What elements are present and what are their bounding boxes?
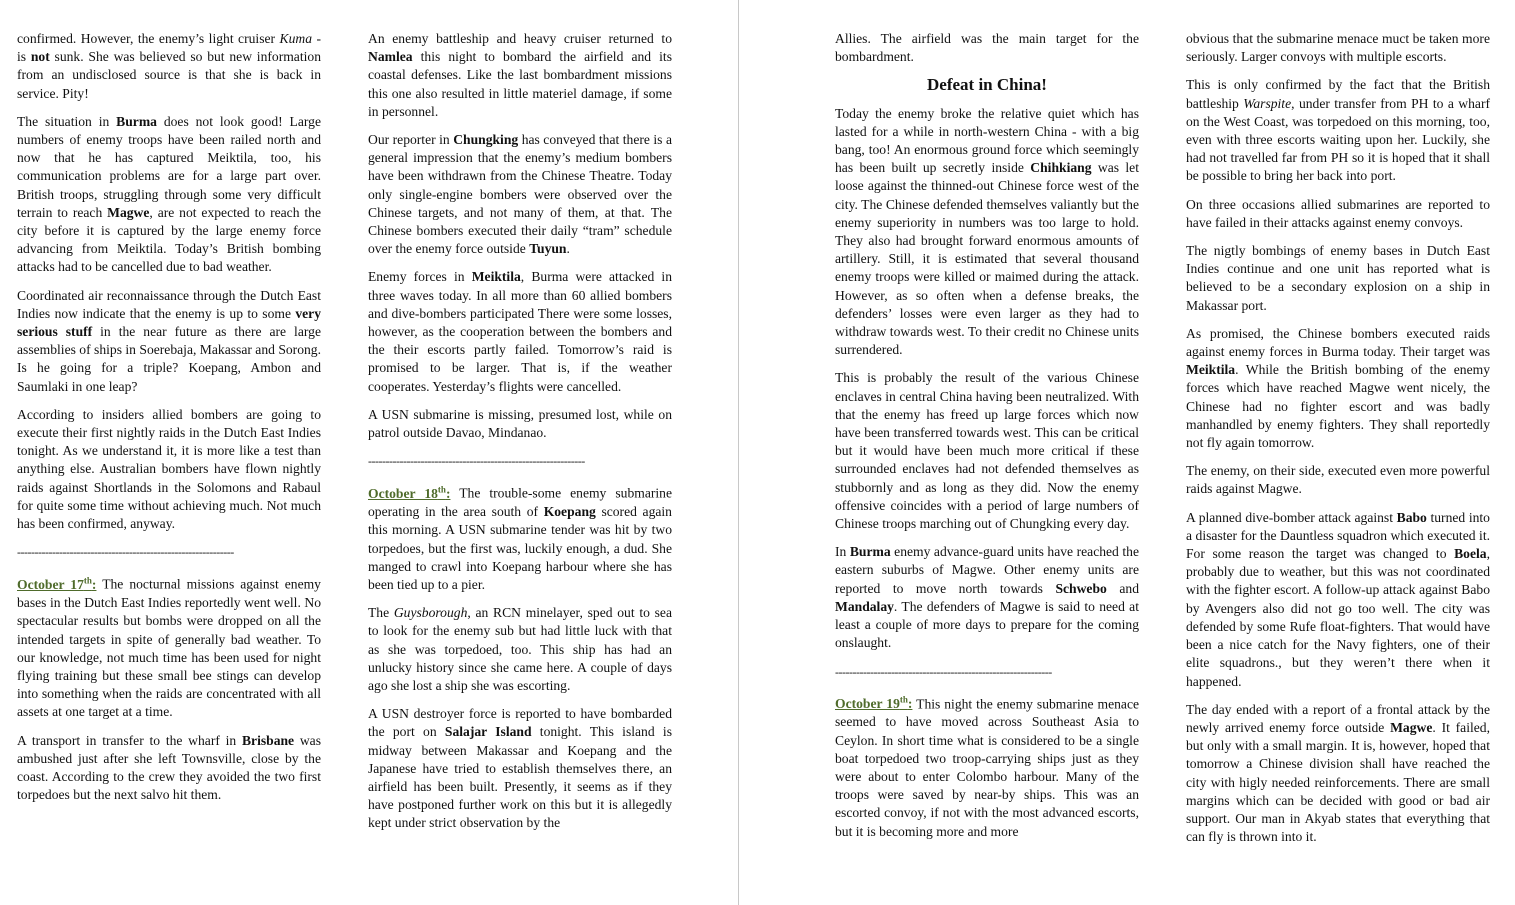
bold-text: Burma bbox=[116, 113, 157, 129]
bold-text: Chungking bbox=[453, 132, 519, 148]
text-run: enemy advance-guard units have reached the eastern suburbs of Magwe. Other enemy units are reported to move north towards bbox=[835, 544, 1139, 596]
col3-paragraphs-mid bbox=[835, 105, 1139, 653]
article-paragraph bbox=[368, 604, 672, 695]
article-paragraph bbox=[368, 406, 672, 442]
bold-text: Koepang bbox=[543, 504, 596, 520]
col2-paragraphs-after bbox=[368, 604, 672, 832]
bold-text: Burma bbox=[849, 544, 891, 560]
col1-paragraphs-after bbox=[17, 732, 321, 805]
text-run: was let loose against the thinned-out Chinese force west of the city. The Chinese defended themselves valiantly but the enemy superiority in numbers was too large to hold. They also had brought forward enormous amounts of artillery. Still, it is estimated that several thousand enemy troops were killed or maimed during the attack. However, as so often when a defense breaks, the defenders’ losses were even larger as they had to withdraw towards west. To their credit no Chinese units surrendered. bbox=[835, 160, 1139, 358]
text-run: As promised, the Chinese bombers executed raids against enemy forces in Burma today. Their target was bbox=[1186, 325, 1490, 360]
bold-text: Babo bbox=[1396, 509, 1427, 525]
text-run: This night the enemy submarine menace seemed to have moved across Southeast Asia to Ceylon. In short time what is considered to be a single boat torpedoed two troop-carrying ships just as they were about to enter Colombo harbour. Many of the troops were saved by near-by ships. This was an escorted convoy, if not with the most advanced escorts, but it is becoming more and more bbox=[835, 696, 1140, 839]
column-3 bbox=[835, 30, 1139, 851]
column-4 bbox=[1186, 30, 1490, 856]
section-separator: -------------------------------------------------------------- bbox=[835, 664, 1052, 679]
text-run: - is bbox=[17, 31, 321, 65]
text-run: . The defenders of Magwe is said to need at least a couple of more days to prepare for the coming onslaught. bbox=[835, 598, 1139, 651]
text-run: and bbox=[1106, 580, 1139, 596]
text-run: turned into a disaster for the Dauntless squadron which executed it. For some reason the target was changed to bbox=[1186, 509, 1490, 562]
bold-text: very serious stuff bbox=[17, 305, 321, 340]
text-run: This is probably the result of the various Chinese enclaves in central China having been neutralized. With that the enemy has freed up large forces which now have been transferred towards west. This can be critical but it would have been much more critical if these surrounded enclaves had not defended themselves as stubbornly and as long as they did. Now the enemy offensive coincides with a period of large numbers of Chinese troops marching out of Chungking every day. bbox=[835, 370, 1139, 532]
text-run: In bbox=[835, 544, 850, 560]
bold-text: Magwe bbox=[1390, 719, 1433, 735]
text-run: The enemy, on their side, executed even more powerful raids against Magwe. bbox=[1186, 463, 1490, 497]
text-run: Coordinated air reconnaissance through the Dutch East Indies now indicate that the enemy is up to some bbox=[17, 287, 321, 321]
col2-paragraphs bbox=[368, 30, 672, 442]
page-gutter bbox=[738, 0, 739, 905]
text-run: The nocturnal missions against enemy bases in the Dutch East Indies reportedly went well. No spectacular results but bombs were dropped on all the intended targets in spite of generally bad weather. To our knowledge, not much time has been used for night flying training but these small bee stings can develop into something when the raids are concentrated with all assets at one target at a time. bbox=[17, 577, 321, 720]
bold-text: Chihkiang bbox=[1030, 160, 1092, 176]
bold-text: Magwe bbox=[107, 204, 150, 220]
section-separator: -------------------------------------------------------------- bbox=[368, 454, 585, 469]
bold-text: Mandalay bbox=[835, 598, 894, 614]
article-paragraph bbox=[835, 543, 1139, 652]
article-paragraph bbox=[1186, 462, 1490, 498]
text-run: A USN destroyer force is reported to have bombarded the port on bbox=[368, 706, 672, 740]
article-paragraph bbox=[1186, 196, 1490, 232]
text-run: The bbox=[368, 605, 394, 621]
text-run: , probably due to weather, but this was not coordinated with the fighter escort. A follow-up attack against Babo by Avengers also did not go too well. The city was defended by some Rufe float-fighters. That would have been a nice catch for the Navy fighters, one of their elite squadrons., but they weren’t there when it happened. bbox=[1186, 546, 1490, 689]
text-run: A transport in transfer to the wharf in bbox=[17, 732, 242, 748]
article-paragraph bbox=[368, 131, 672, 258]
paragraph-body bbox=[835, 696, 1139, 838]
article-paragraph bbox=[1186, 242, 1490, 315]
italic-text: Kuma bbox=[279, 31, 312, 46]
bold-text: Meiktila bbox=[1186, 362, 1236, 378]
text-run: Enemy forces in bbox=[368, 269, 472, 285]
text-run: A USN submarine is missing, presumed lost, while on patrol outside Davao, Mindanao. bbox=[368, 406, 672, 441]
article-paragraph bbox=[368, 268, 672, 395]
bold-text: Schwebo bbox=[1055, 580, 1107, 596]
date-heading: October 17th: bbox=[17, 575, 97, 593]
italic-text: Guysborough bbox=[393, 605, 468, 621]
article-paragraph bbox=[1186, 30, 1490, 66]
article-paragraph bbox=[1186, 76, 1490, 185]
article-paragraph bbox=[17, 113, 321, 277]
text-run: scored again this morning. A USN submarine tender was hit by two torpedoes, but the first was, luckily enough, a dud. She manged to crawl into Koepang harbour where she has been tied up to a pier. bbox=[368, 504, 672, 593]
date-heading: October 18th: bbox=[368, 484, 451, 501]
bold-text: not bbox=[30, 49, 50, 65]
text-run: tonight. This island is midway between Makassar and Koepang and the Japanese have tried to establish themselves there, an airfield has been built. Presently, it seems as if they have postponed further work on this but it is allegedly kept under strict observation by the bbox=[368, 724, 672, 831]
text-run: in the near future as there are large assemblies of ships in Soerebaja, Makassar and Sorong. Is he going for a triple? Koepang, Ambon and Saumlaki in one leap? bbox=[17, 324, 321, 394]
dated-paragraph bbox=[835, 691, 1139, 841]
text-run: This is only confirmed by the fact that the British battleship bbox=[1186, 77, 1490, 111]
text-run: , are not expected to reach the city before it is captured by the large enemy force advancing from Meiktila. Today’s British bombing attacks had to be cancelled due to bad weather. bbox=[17, 204, 321, 275]
col4-paragraphs bbox=[1186, 30, 1490, 846]
text-run: Our reporter in bbox=[368, 132, 454, 148]
article-paragraph bbox=[1186, 701, 1490, 847]
article-paragraph bbox=[1186, 509, 1490, 691]
article-paragraph bbox=[17, 406, 321, 533]
text-run: , under transfer from PH to a wharf on the West Coast, was torpedoed on this morning, too, even with three escorts waiting upon her. Luckily, she had not travelled far from PH so it is hoped that it shall be possible to bring her back into port. bbox=[1186, 95, 1490, 184]
text-run: has conveyed that there is a general impression that the enemy’s medium bombers have been withdrawn from the Chinese Theatre. Today only single-engine bombers were observed over the Chinese targets, and not many of them, at that. The Chinese bombers executed their daily “tram” schedule over the enemy force outside bbox=[368, 132, 672, 257]
text-run: According to insiders allied bombers are going to execute their first nightly raids in the Dutch East Indies tonight. As we understand it, it is more like a test than anything else. Australian bombers have flown nightly raids against Shortlands in the Solomons and Rabaul for quite some time without achieving much. Not much has been confirmed, anyway. bbox=[17, 406, 321, 532]
article-paragraph bbox=[835, 105, 1139, 360]
bold-text: Brisbane bbox=[241, 732, 295, 748]
text-run: Allies. The airfield was the main target for the bombardment. bbox=[835, 31, 1139, 65]
column-1 bbox=[17, 30, 321, 814]
text-run: A planned dive-bomber attack against bbox=[1186, 509, 1397, 525]
section-separator: -------------------------------------------------------------- bbox=[17, 545, 234, 560]
text-run: The nigtly bombings of enemy bases in Dutch East Indies continue and one unit has reported what is believed to be a secondary explosion on a ship in Makassar port. bbox=[1186, 243, 1490, 313]
text-run: . bbox=[566, 241, 570, 257]
text-run: Today the enemy broke the relative quiet which has lasted for a while in north-western China - with a big bang, too! An enormous ground force which seemingly has been built up secretly inside bbox=[835, 105, 1139, 176]
text-run: The trouble-some enemy submarine operating in the area south of bbox=[368, 486, 672, 520]
dated-paragraph bbox=[17, 571, 321, 721]
text-run: . It failed, but only with a small margin. It is, however, hoped that tomorrow a Chinese division shall have reached the city with higly needed reinforcements. There are small margins which can be decided with good or bad air support. Our man in Akyab states that everything that can fly is thrown into it. bbox=[1186, 719, 1491, 845]
col1-paragraphs bbox=[17, 30, 321, 533]
text-run: was ambushed just after she left Townsville, close by the coast. According to the crew they avoided the two first torpedoes but the next salvo hit them. bbox=[17, 732, 321, 803]
article-paragraph bbox=[835, 369, 1139, 533]
column-2 bbox=[368, 30, 672, 843]
article-paragraph bbox=[835, 30, 1139, 66]
section-heading: Defeat in China! bbox=[927, 75, 1047, 95]
text-run: does not look good! Large numbers of enemy troops have been railed north and now that he has captured Meiktila, too, his communication problems are for a large part over. British troops, struggling through some very difficult terrain to reach bbox=[17, 113, 321, 220]
bold-text: Boela bbox=[1454, 546, 1487, 562]
bold-text: Meiktila bbox=[471, 269, 521, 285]
article-paragraph bbox=[17, 732, 321, 805]
text-run: On three occasions allied submarines are reported to have failed in their attacks against enemy convoys. bbox=[1186, 196, 1490, 230]
text-run: , an RCN minelayer, sped out to sea to look for the enemy sub but had little luck with that as she was torpedoed, too. This ship has had an unlucky history since she came here. A couple of days ago she lost a ship she was escorting. bbox=[368, 605, 672, 694]
date-heading: October 19th: bbox=[835, 694, 913, 712]
text-run: sunk. She was believed so but new information from an undisclosed source is that she is back in service. Pity! bbox=[17, 49, 321, 101]
dated-paragraph bbox=[368, 480, 672, 594]
article-paragraph bbox=[17, 30, 321, 103]
article-paragraph bbox=[1186, 325, 1490, 452]
text-run: confirmed. However, the enemy’s light cruiser bbox=[17, 31, 280, 46]
bold-text: Tuyun bbox=[529, 241, 567, 257]
text-run: obvious that the submarine menace muct be taken more seriously. Larger convoys with multiple escorts. bbox=[1186, 31, 1490, 65]
article-paragraph bbox=[368, 30, 672, 121]
bold-text: Namlea bbox=[368, 49, 413, 65]
paragraph-body bbox=[17, 577, 321, 719]
text-run: , Burma were attacked in three waves today. In all more than 60 allied bombers and dive-bombers participated There were some losses, however, as the cooperation between the bombers and the their escorts partly failed. Tomorrow’s raid is promised to be larger. That is, if the weather cooperates. Yesterday’s flights were cancelled. bbox=[368, 269, 672, 394]
col3-paragraphs bbox=[835, 30, 1139, 66]
article-paragraph bbox=[17, 287, 321, 396]
text-run: The day ended with a report of a frontal attack by the newly arrived enemy force outside bbox=[1186, 701, 1490, 735]
italic-text: Warspite bbox=[1243, 95, 1292, 111]
paragraph-body bbox=[368, 486, 672, 592]
text-run: The situation in bbox=[17, 113, 117, 129]
text-run: An enemy battleship and heavy cruiser returned to bbox=[368, 31, 672, 46]
article-paragraph bbox=[368, 705, 672, 832]
text-run: this night to bombard the airfield and its coastal defenses. Like the last bombardment missions this one also resulted in little materiel damage, if some in personnel. bbox=[368, 49, 672, 119]
text-run: . While the British bombing of the enemy forces which have reached Magwe went nicely, the Chinese had no fighter escort and was badly manhandled by enemy fighters. They shall reportedly not fly again tomorrow. bbox=[1186, 362, 1490, 451]
bold-text: Salajar Island bbox=[444, 724, 532, 740]
